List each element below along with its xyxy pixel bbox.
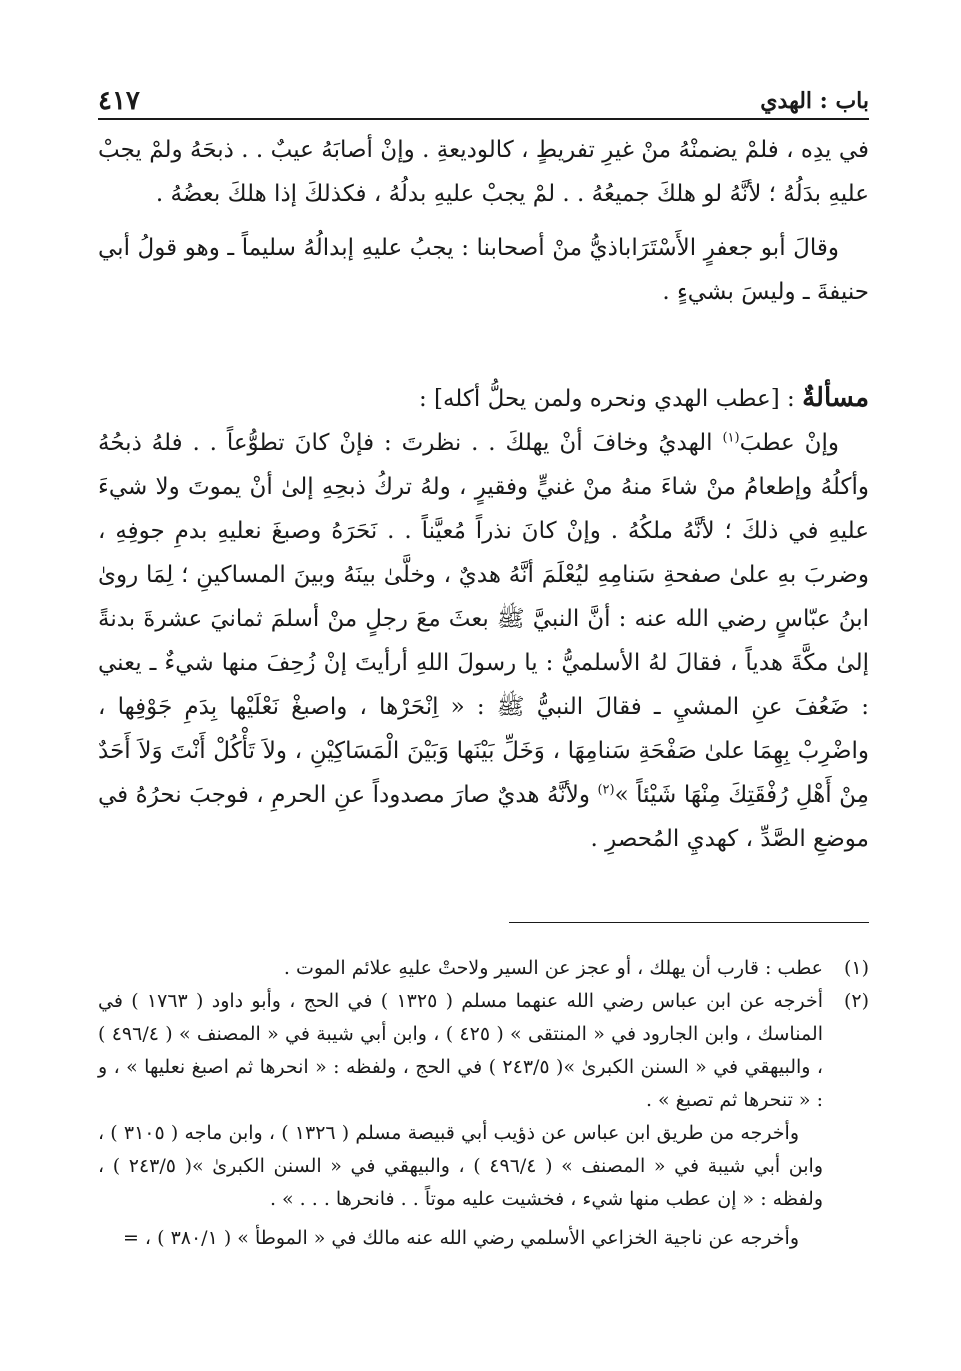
paragraph-3 [98, 421, 869, 861]
footnote-2-continuation: وأخرجه من طريق ابن عباس عن ذؤيب أبي قبيصة مسلم ( ١٣٢٦ ) ، وابن ماجه ( ٣١٠٥ ) ، وابن أبي شيبة في « المصنف » ( ٤٩٦/٤ ) ، والبيهقي في « السنن الكبرىٰ »( ٢٤٣/٥ ) ، ولفظه : « إن عطب منها شيء ، فخشيت عليه موتاً . . فانحرها . . . » . [98, 1122, 823, 1210]
paragraph-2: وقالَ أبو جعفرٍ الأَسْتَرَاباذيُّ منْ أصحابنا : يجبُ عليهِ إبدالُهُ سليماً ـ وهو قولُ أبي حنيفةَ ـ وليسَ بشيءٍ . [98, 235, 869, 305]
footnote-ref-2: (٢) [597, 782, 615, 798]
paragraph-1: في يدِه ، فلمْ يضمنْهُ منْ غيرِ تفريطٍ ، كالوديعةِ . وإنْ أصابَهُ عيبٌ . . ذبحَهُ ولمْ يجبْ عليهِ بدَلُهُ ؛ لأنَّهُ لو هلكَ جميعُهُ . . لمْ يجبْ عليهِ بدلُهُ ، فكذلكَ إذا هلكَ بعضُهُ . [98, 137, 869, 207]
issue-title: : [عطب الهدي ونحره ولمن يحلُّ أكله] : [418, 386, 803, 412]
paragraph-3-start: وإنْ عطبَ [739, 430, 840, 456]
footnote-2-text: أخرجه عن ابن عباس رضي الله عنهما مسلم ( ١٣٢٥ ) في الحج ، وأبو داود ( ١٧٦٣ ) في المناسك ، وابن الجارود في « المنتقى » ( ٤٢٥ ) ، وابن أبي شيبة في « المصنف » ( ٤٩٦/٤ ) ، والبيهقي في « السنن الكبرىٰ »( ٢٤٣/٥ ) في الحج ، ولفظه : « انحرها ثم اصبغ نعليها » ، و : « تنحرها ثم تصبغ » . [98, 990, 824, 1111]
footnote-separator [509, 922, 869, 923]
page-header [98, 82, 869, 120]
footnote-1 [98, 952, 869, 985]
chapter-title: باب : الهدي [760, 88, 869, 114]
footnote-1-text: عطب : قارب أن يهلك ، أو عجز عن السير ولاحتْ عليهِ علائم الموت . [283, 957, 823, 979]
issue-label: مسألةٌ [802, 383, 869, 413]
footnote-2-last: وأخرجه عن ناجية الخزاعي الأسلمي رضي الله عنه مالك في « الموطأ » ( ٣٨٠/١ ) ، = [122, 1227, 799, 1249]
paragraph-3-body: الهديُ وخافَ أنْ يهلكَ . . نظرتَ : فإنْ كانَ تطوُّعاً . . فلهُ ذبحُهُ وأكلُهُ وإطعامُ منْ شاءَ منهُ منْ غنيٍّ وفقيرٍ ، ولهُ تركُ ذبحِهِ إلىٰ أنْ يموتَ ولا شيءَ عليهِ في ذلكَ ؛ لأنَّهُ ملكُهُ . وإنْ كانَ نذراً مُعيَّناً . . نَحَرَهُ وصبغَ نعليهِ بدمِ جوفِهِ ، وضربَ بهِ علىٰ صفحةِ سَنامِهِ ليُعْلَمَ أنَّهُ هديٌ ، وخلَّىٰ بينَهُ وبينَ المساكينِ ؛ لِمَا روىٰ ابنُ عبّاسٍ رضي الله عنه : أنَّ النبيَّ ﷺ بعثَ معَ رجلٍ منْ أسلمَ ثمانيَ عشرةَ بدنةً إلىٰ مكَّةَ هدياً ، فقالَ لهُ الأسلميُّ : يا رسولَ اللهِ أرأيتَ إنْ زُحِفَ منها شيءٌ ـ يعني : ضَعُفَ عنِ المشيِ ـ فقالَ النبيُّ ﷺ : « اِنْحَرْها ، واصبغْ نَعْلَيْها بِدَمِ جَوْفِها ، واضْرِبْ بِهِمَا علىٰ صَفْحَةِ سَنامِهَا ، وَخَلِّ بَيْنَها وَبَيْنَ الْمَسَاكِيْنِ ، ولاَ تَأْكُلْ أَنْتَ وَلاَ أَحَدٌ مِنْ أَهْلِ رُفْقَتِكَ مِنْهَا شَيْئاً » [98, 430, 869, 808]
footnote-2-number: (٢) [843, 990, 869, 1012]
paragraph-3-end: ولأنَّهُ هديٌ صارَ مصدوداً عنِ الحرمِ ، فوجبَ نحرُهُ في موضعِ الصَّدِّ ، كهديِ المُحصرِ . [98, 782, 869, 852]
footnote-1-number: (١) [843, 957, 869, 979]
issue-heading [98, 376, 869, 421]
footnote-ref-1: (١) [722, 430, 740, 446]
page-number: ٤١٧ [98, 86, 140, 116]
footnotes [98, 952, 869, 1255]
main-text [98, 128, 869, 861]
footnote-2 [98, 985, 869, 1117]
